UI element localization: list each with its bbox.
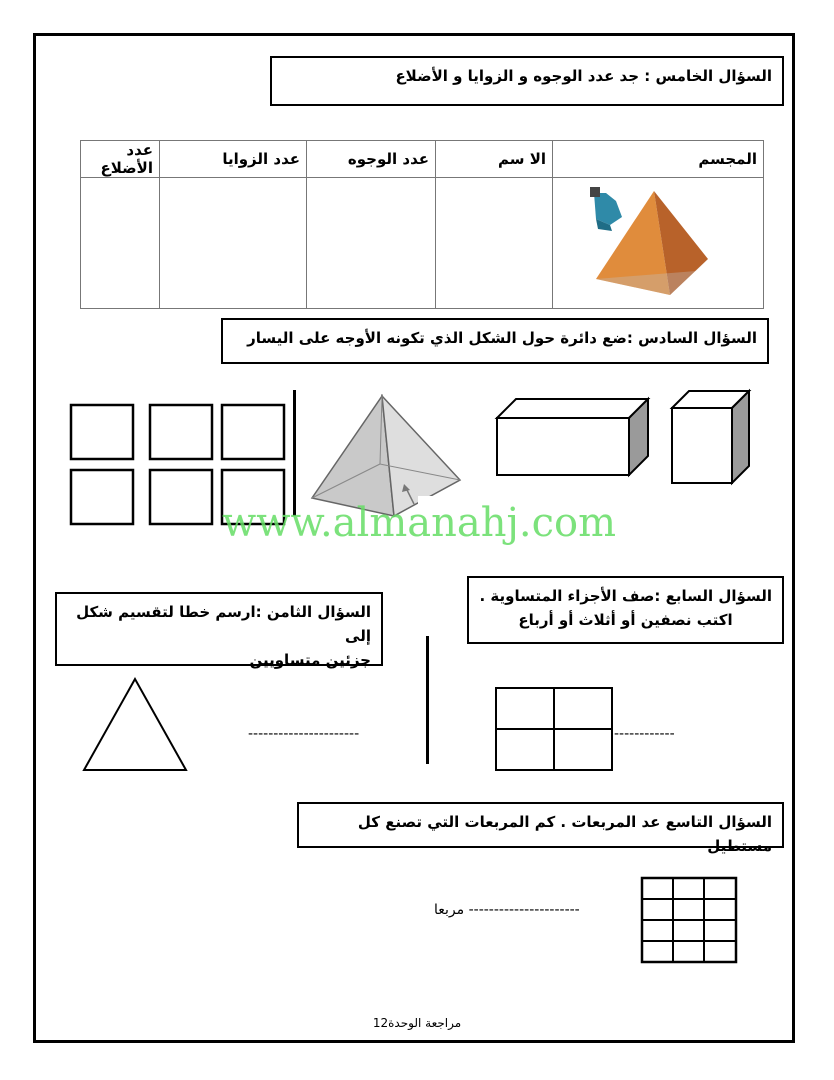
divider-line-q6 (293, 390, 296, 516)
q7-box (467, 576, 784, 644)
rectangular-prism-choice-icon[interactable] (494, 396, 652, 478)
header-vertices: عدد الزوايا (160, 141, 307, 178)
cube-choice-icon[interactable] (669, 388, 753, 486)
cell-solid-image (553, 178, 764, 309)
table-header-row (81, 141, 764, 178)
answer-line-q7: ------------ (614, 726, 675, 742)
header-edges: عدد الأضلاع (81, 141, 160, 178)
q9-title: السؤال التاسع عد المربعات . كم المربعات التي تصنع كل مستطيل (357, 813, 772, 855)
quartered-rectangle-shape (494, 686, 614, 772)
footer: مراجعة الوحدة12 (372, 1016, 462, 1030)
cell-edges[interactable] (81, 178, 160, 309)
q9-answer-dashes: ---------------------- (468, 902, 580, 918)
divider-line-q7 (426, 636, 429, 764)
square-grid-rectangle (640, 876, 738, 964)
q7-line1: السؤال السابع :صف الأجزاء المتساوية . (479, 587, 772, 605)
q8-line1: السؤال الثامن :ارسم خطا لتقسيم شكل إلى (76, 603, 371, 645)
cell-name[interactable] (436, 178, 553, 309)
q5-title: السؤال الخامس : جد عدد الوجوه و الزوايا و الأضلاع (395, 67, 772, 85)
header-solid: المجسم (553, 141, 764, 178)
shapes-table (80, 140, 764, 309)
table-row (81, 178, 764, 309)
q9-box (297, 802, 784, 855)
q7-line2: اكتب نصفين أو أثلاث أو أرباع (518, 611, 733, 629)
cell-vertices[interactable] (160, 178, 307, 309)
pyramid-image (566, 179, 762, 303)
q9-answer (434, 902, 580, 918)
header-name: الا سم (436, 141, 553, 178)
q9-answer-unit: مربعا (434, 902, 465, 918)
answer-line-q8: ---------------------- (248, 726, 360, 742)
q6-box (221, 318, 769, 364)
q8-box (55, 592, 383, 669)
q6-title: السؤال السادس :ضع دائرة حول الشكل الذي تكونه الأوجه على اليسار (247, 329, 757, 347)
watermark: www.almanahj.com (222, 500, 617, 546)
header-faces: عدد الوجوه (307, 141, 436, 178)
cell-faces[interactable] (307, 178, 436, 309)
q5-box (270, 56, 784, 106)
q8-line2: جزئين متساويين (249, 651, 371, 669)
triangle-shape[interactable] (80, 676, 190, 774)
